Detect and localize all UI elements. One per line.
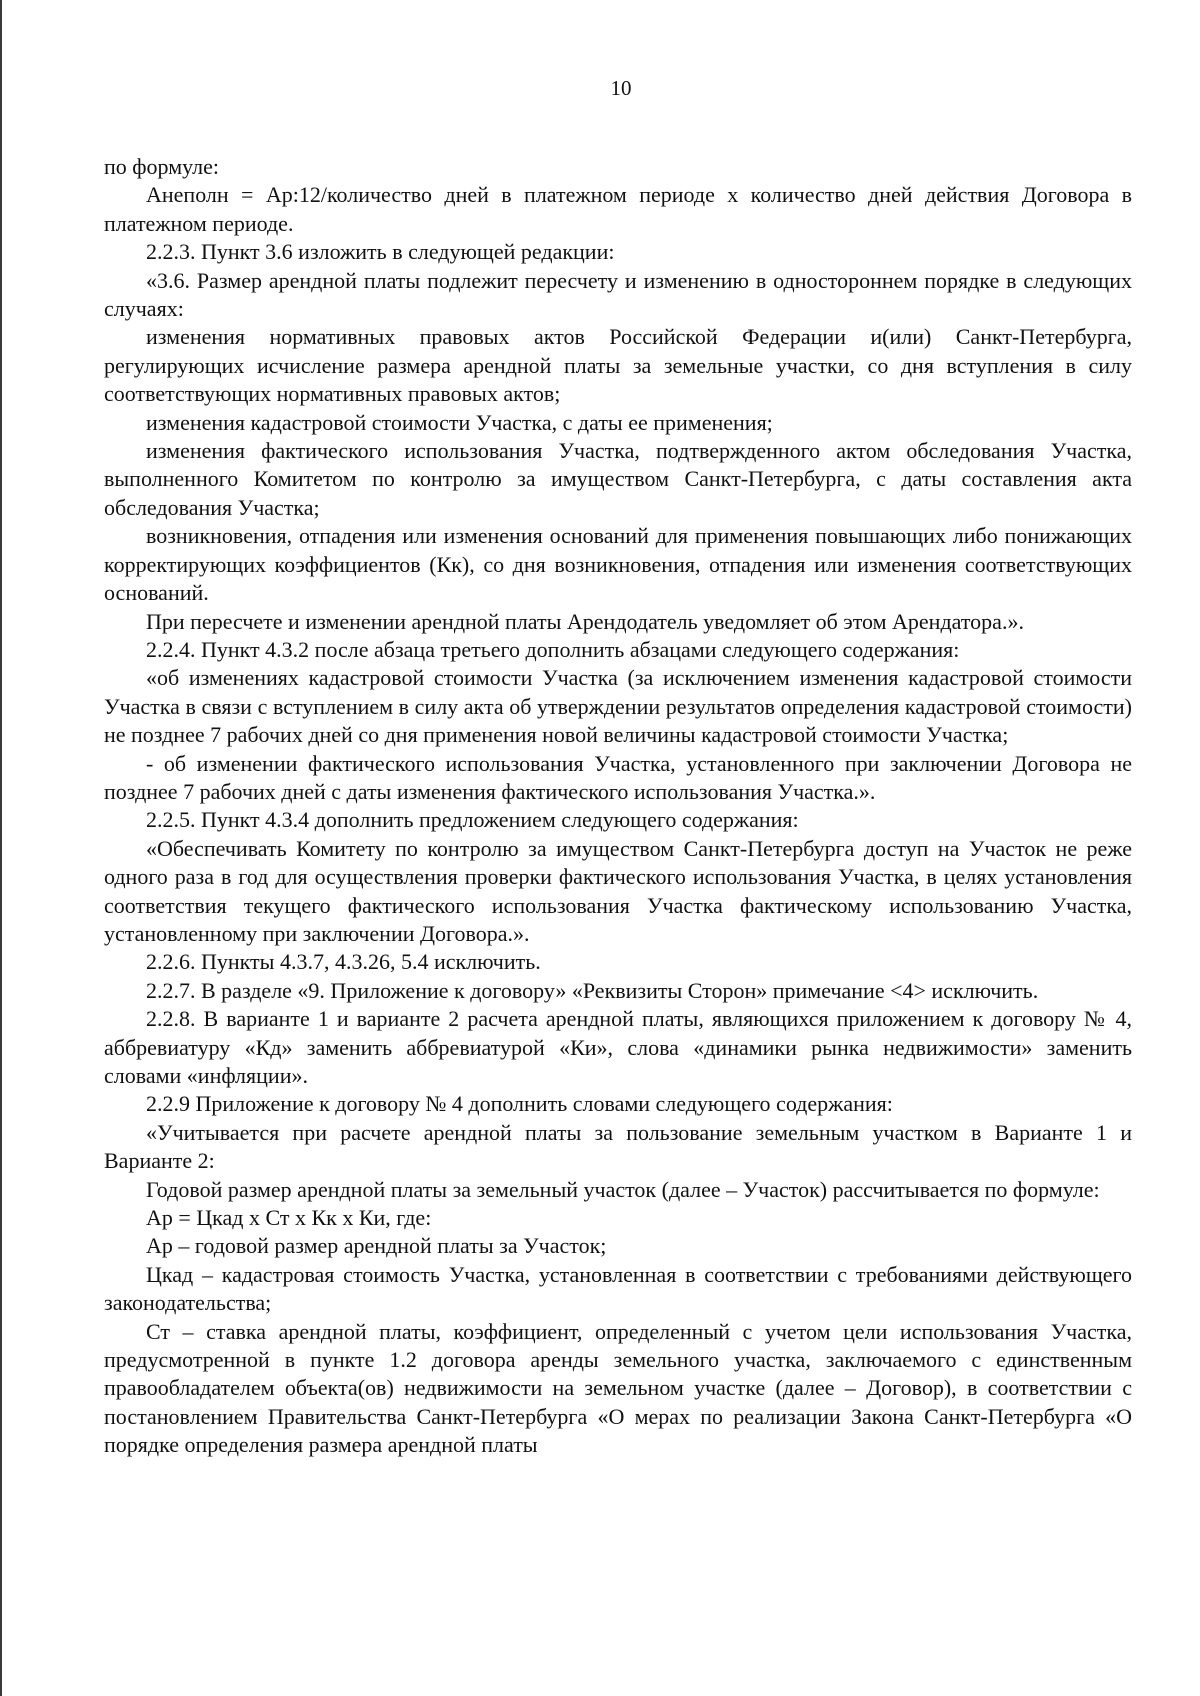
paragraph: «Учитывается при расчете арендной платы за пользование земельным участком в Варианте 1 и Варианте 2:: [104, 1119, 1132, 1174]
paragraph: изменения фактического использования Участка, подтвержденного актом обследования Участка, выполненного Комитетом по контролю за имуществом Санкт-Петербурга, с даты составления акта обследования Участка;: [104, 438, 1132, 520]
paragraph: Ар = Цкад х Ст х Кк х Ки, где:: [146, 1205, 432, 1231]
paragraph: возникновения, отпадения или изменения оснований для применения повышающих либо понижающих корректирующих коэффициентов (Кк), со дня возникновения, отпадения или изменения соответствующих оснований.: [104, 523, 1132, 606]
paragraph: При пересчете и изменении арендной платы Арендодатель уведомляет об этом Арендатора.».: [146, 608, 1024, 634]
paragraph: «3.6. Размер арендной платы подлежит пересчету и изменению в одностороннем порядке в следующих случаях:: [104, 267, 1132, 322]
paragraph: «об изменениях кадастровой стоимости Участка (за исключением изменения кадастровой стоимости Участка в связи с вступлением в силу акта об утверждении результатов определения кадастровой стоимости) не позднее 7 рабочих дней со дня применения новой величины кадастровой стоимости Участка;: [104, 665, 1132, 748]
paragraph: Анеполн = Ар:12/количество дней в платежном периоде х количество дней действия Договора в платежном периоде.: [104, 182, 1132, 236]
paragraph: - об изменении фактического использования Участка, установленного при заключении Договора не позднее 7 рабочих дней с даты изменения фактического использования Участка.».: [104, 750, 1132, 804]
page-number: 10: [610, 76, 632, 100]
paragraph: изменения кадастровой стоимости Участка, с даты ее применения;: [146, 409, 773, 435]
paragraph: 2.2.7. В разделе «9. Приложение к договору» «Реквизиты Сторон» примечание <4> исключить.: [146, 977, 1039, 1003]
paragraph: Цкад – кадастровая стоимость Участка, установленная в соответствии с требованиями действующего законодательства;: [104, 1261, 1132, 1316]
paragraph: Ст – ставка арендной платы, коэффициент, определенный с учетом цели использования Участка, предусмотренной в пункте 1.2 договора аренды земельного участка, заключаемого с единственным правообладателем объекта(ов) недвижимости на земельном участке (далее – Договор), в соответствии с постановлением Правительства Санкт-Петербурга «О мерах по реализации Закона Санкт-Петербурга «О порядке определения размера арендной платы: [104, 1318, 1132, 1458]
paragraph: 2.2.9 Приложение к договору № 4 дополнить словами следующего содержания:: [146, 1091, 893, 1117]
paragraph: «Обеспечивать Комитету по контролю за имуществом Санкт-Петербурга доступ на Участок не реже одного раза в год для осуществления проверки фактического использования Участка, в целях установления соответствия текущего фактического использования Участка фактическому использованию Участка, установленному при заключении Договора.».: [104, 835, 1132, 946]
document-body: [104, 153, 1132, 1460]
paragraph: по формуле:: [104, 154, 220, 179]
paragraph: изменения нормативных правовых актов Российской Федерации и(или) Санкт-Петербурга, регулирующих исчисление размера арендной платы за земельные участки, со дня вступления в силу соответствующих нормативных правовых актов;: [104, 324, 1132, 407]
paragraph: 2.2.5. Пункт 4.3.4 дополнить предложением следующего содержания:: [146, 807, 799, 833]
paragraph: Ар – годовой размер арендной платы за Участок;: [146, 1233, 607, 1259]
paragraph: 2.2.3. Пункт 3.6 изложить в следующей редакции:: [146, 239, 615, 265]
scan-edge-border: [0, 0, 2, 1696]
paragraph: 2.2.8. В варианте 1 и варианте 2 расчета арендной платы, являющихся приложением к договору № 4, аббревиатуру «Кд» заменить аббревиатурой «Ки», слова «динамики рынка недвижимости» заменить словами «инфляции».: [104, 1006, 1132, 1088]
paragraph: Годовой размер арендной платы за земельный участок (далее – Участок) рассчитывается по формуле:: [146, 1176, 1100, 1202]
paragraph: 2.2.6. Пункты 4.3.7, 4.3.26, 5.4 исключить.: [146, 949, 541, 975]
paragraph: 2.2.4. Пункт 4.3.2 после абзаца третьего дополнить абзацами следующего содержания:: [146, 636, 960, 662]
